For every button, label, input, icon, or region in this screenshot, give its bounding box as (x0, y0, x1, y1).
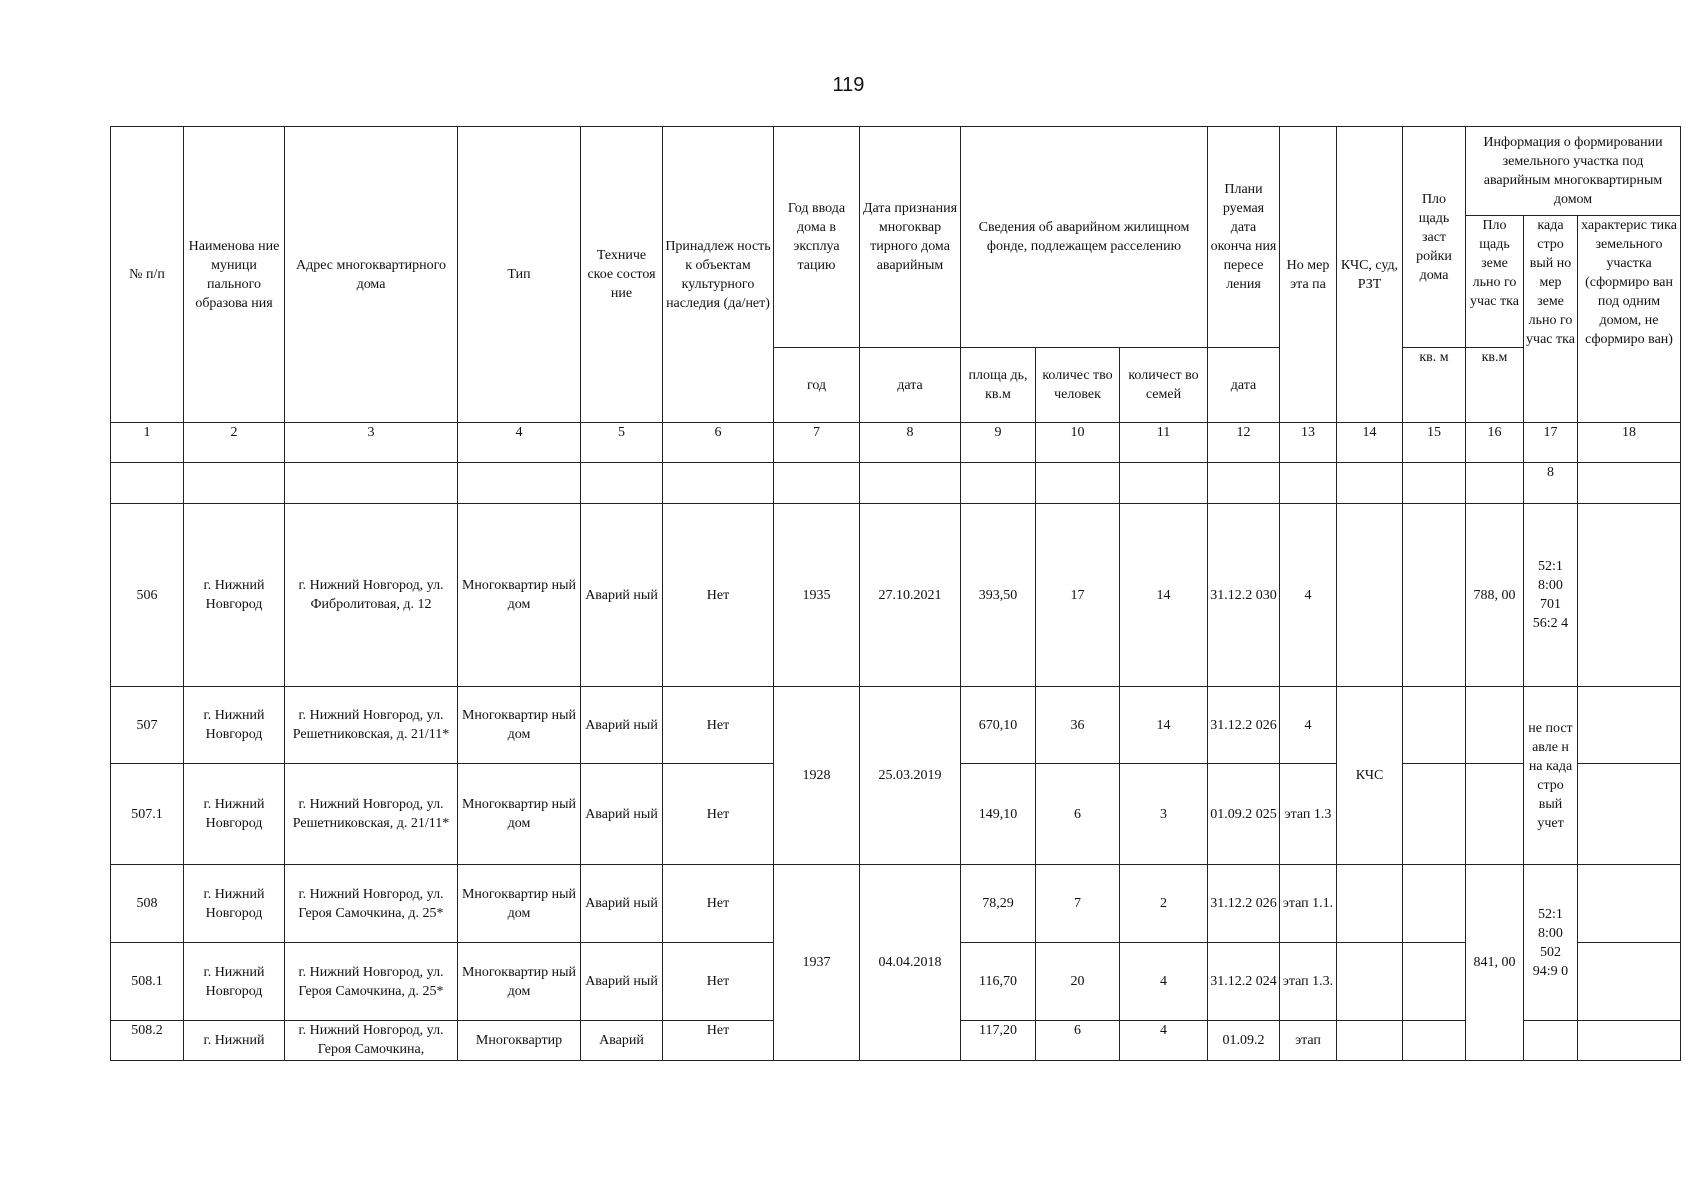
area-cell: 117,20 (961, 1021, 1036, 1061)
families-cell: 4 (1120, 1021, 1208, 1061)
date-cell: 04.04.2018 (860, 865, 961, 1061)
municipality-cell: г. Нижний Новгород (184, 865, 285, 943)
header-cell: кв. м (1403, 348, 1466, 423)
column-number: 3 (285, 423, 458, 463)
stage-cell: этап 1.3. (1280, 943, 1337, 1021)
header-cell: Сведения об аварийном жилищном фонде, подлежащем расселению (961, 127, 1208, 348)
people-cell: 36 (1036, 687, 1120, 764)
header-cell: № п/п (111, 127, 184, 423)
municipality-cell: г. Нижний (184, 1021, 285, 1061)
address-cell: г. Нижний Новгород, ул. Героя Самочкина, д. 25* (285, 865, 458, 943)
column-number: 17 (1524, 423, 1578, 463)
kchs-cell (1337, 943, 1403, 1021)
land-area-cell (1466, 687, 1524, 764)
kchs-cell (1337, 504, 1403, 687)
cadastral-cell (1524, 1021, 1578, 1061)
header-cell: дата (860, 348, 961, 423)
people-cell: 20 (1036, 943, 1120, 1021)
address-cell: г. Нижний Новгород, ул. Фибролитовая, д. 12 (285, 504, 458, 687)
land-char-cell (1578, 764, 1681, 865)
municipality-cell: г. Нижний Новгород (184, 687, 285, 764)
kchs-cell (1337, 1021, 1403, 1061)
condition-cell: Аварий ный (581, 687, 663, 764)
header-cell: Пло щадь земе льно го учас тка (1466, 216, 1524, 348)
column-number: 14 (1337, 423, 1403, 463)
header-cell: год (774, 348, 860, 423)
families-cell: 14 (1120, 504, 1208, 687)
carry-over-value: 8 (1524, 463, 1578, 504)
municipality-cell: г. Нижний Новгород (184, 504, 285, 687)
table-row (111, 865, 1681, 943)
header-cell: Но мер эта па (1280, 127, 1337, 423)
heritage-cell: Нет (663, 687, 774, 764)
build-area-cell (1403, 865, 1466, 943)
column-number: 12 (1208, 423, 1280, 463)
heritage-cell: Нет (663, 943, 774, 1021)
stage-cell: 4 (1280, 687, 1337, 764)
plan-date-cell: 31.12.2 030 (1208, 504, 1280, 687)
table-row (111, 687, 1681, 764)
row-number: 507.1 (111, 764, 184, 865)
header-cell: площа дь, кв.м (961, 348, 1036, 423)
area-cell: 116,70 (961, 943, 1036, 1021)
heritage-cell: Нет (663, 764, 774, 865)
type-cell: Многоквартир ный дом (458, 764, 581, 865)
page-number: 119 (832, 74, 865, 96)
type-cell: Многоквартир ный дом (458, 687, 581, 764)
column-numbers-row (111, 423, 1681, 463)
land-char-cell (1578, 504, 1681, 687)
land-char-cell (1578, 687, 1681, 764)
row-number: 507 (111, 687, 184, 764)
carry-over-row (111, 463, 1681, 504)
column-number: 7 (774, 423, 860, 463)
people-cell: 17 (1036, 504, 1120, 687)
cadastral-cell: 52:1 8:00 502 94:9 0 (1524, 865, 1578, 1021)
build-area-cell (1403, 764, 1466, 865)
header-cell: Принадлеж ность к объектам культурного наследия (да/нет) (663, 127, 774, 423)
land-char-cell (1578, 1021, 1681, 1061)
row-number: 508.2 (111, 1021, 184, 1061)
stage-cell: этап 1.1. (1280, 865, 1337, 943)
year-cell: 1928 (774, 687, 860, 865)
header-cell: количест во семей (1120, 348, 1208, 423)
address-cell: г. Нижний Новгород, ул. Решетниковская, д. 21/11* (285, 764, 458, 865)
people-cell: 6 (1036, 1021, 1120, 1061)
condition-cell: Аварий (581, 1021, 663, 1061)
families-cell: 2 (1120, 865, 1208, 943)
header-cell: количес тво человек (1036, 348, 1120, 423)
column-number: 10 (1036, 423, 1120, 463)
area-cell: 393,50 (961, 504, 1036, 687)
column-number: 15 (1403, 423, 1466, 463)
header-cell: Наименова ние муници пального образова ния (184, 127, 285, 423)
type-cell: Многоквартир ный дом (458, 504, 581, 687)
header-row-1 (111, 127, 1681, 216)
land-char-cell (1578, 943, 1681, 1021)
area-cell: 149,10 (961, 764, 1036, 865)
header-cell: Тип (458, 127, 581, 423)
build-area-cell (1403, 1021, 1466, 1061)
header-cell: Пло щадь заст ройки дома (1403, 127, 1466, 348)
families-cell: 14 (1120, 687, 1208, 764)
emergency-housing-table (110, 126, 1681, 1061)
column-number: 4 (458, 423, 581, 463)
plan-date-cell: 01.09.2 (1208, 1021, 1280, 1061)
families-cell: 4 (1120, 943, 1208, 1021)
heritage-cell: Нет (663, 1021, 774, 1061)
area-cell: 670,10 (961, 687, 1036, 764)
row-number: 508 (111, 865, 184, 943)
build-area-cell (1403, 943, 1466, 1021)
header-cell: кв.м (1466, 348, 1524, 423)
header-cell: Адрес многоквартирного дома (285, 127, 458, 423)
condition-cell: Аварий ный (581, 865, 663, 943)
header-cell: Плани руемая дата оконча ния пересе ления (1208, 127, 1280, 348)
table-row (111, 504, 1681, 687)
date-cell: 25.03.2019 (860, 687, 961, 865)
heritage-cell: Нет (663, 865, 774, 943)
plan-date-cell: 31.12.2 026 (1208, 687, 1280, 764)
type-cell: Многоквартир (458, 1021, 581, 1061)
plan-date-cell: 01.09.2 025 (1208, 764, 1280, 865)
column-number: 11 (1120, 423, 1208, 463)
area-cell: 78,29 (961, 865, 1036, 943)
year-cell: 1937 (774, 865, 860, 1061)
row-number: 508.1 (111, 943, 184, 1021)
header-cell: характерис тика земельного участка (сформиро ван под одним домом, не сформиро ван) (1578, 216, 1681, 423)
cadastral-cell: 52:1 8:00 701 56:2 4 (1524, 504, 1578, 687)
build-area-cell (1403, 504, 1466, 687)
column-number: 2 (184, 423, 285, 463)
column-number: 18 (1578, 423, 1681, 463)
header-cell: дата (1208, 348, 1280, 423)
header-cell: када стро вый но мер земе льно го учас тка (1524, 216, 1578, 423)
column-number: 6 (663, 423, 774, 463)
people-cell: 6 (1036, 764, 1120, 865)
column-number: 8 (860, 423, 961, 463)
header-cell: Дата признания многоквар тирного дома аварийным (860, 127, 961, 348)
row-number: 506 (111, 504, 184, 687)
heritage-cell: Нет (663, 504, 774, 687)
families-cell: 3 (1120, 764, 1208, 865)
plan-date-cell: 31.12.2 024 (1208, 943, 1280, 1021)
stage-cell: 4 (1280, 504, 1337, 687)
address-cell: г. Нижний Новгород, ул. Решетниковская, д. 21/11* (285, 687, 458, 764)
address-cell: г. Нижний Новгород, ул. Героя Самочкина, д. 25* (285, 943, 458, 1021)
condition-cell: Аварий ный (581, 504, 663, 687)
cadastral-cell: не пост авле н на када стро вый учет (1524, 687, 1578, 865)
column-number: 16 (1466, 423, 1524, 463)
header-cell: Информация о формировании земельного участка под аварийным многоквартирным домом (1466, 127, 1681, 216)
condition-cell: Аварий ный (581, 764, 663, 865)
stage-cell: этап (1280, 1021, 1337, 1061)
year-cell: 1935 (774, 504, 860, 687)
type-cell: Многоквартир ный дом (458, 943, 581, 1021)
type-cell: Многоквартир ный дом (458, 865, 581, 943)
stage-cell: этап 1.3 (1280, 764, 1337, 865)
column-number: 5 (581, 423, 663, 463)
land-area-cell: 788, 00 (1466, 504, 1524, 687)
build-area-cell (1403, 687, 1466, 764)
land-area-cell: 841, 00 (1466, 865, 1524, 1061)
people-cell: 7 (1036, 865, 1120, 943)
land-area-cell (1466, 764, 1524, 865)
municipality-cell: г. Нижний Новгород (184, 764, 285, 865)
header-cell: Год ввода дома в эксплуа тацию (774, 127, 860, 348)
address-cell: г. Нижний Новгород, ул. Героя Самочкина, (285, 1021, 458, 1061)
kchs-cell (1337, 865, 1403, 943)
plan-date-cell: 31.12.2 026 (1208, 865, 1280, 943)
header-cell: Техниче ское состоя ние (581, 127, 663, 423)
column-number: 13 (1280, 423, 1337, 463)
condition-cell: Аварий ный (581, 943, 663, 1021)
column-number: 1 (111, 423, 184, 463)
date-cell: 27.10.2021 (860, 504, 961, 687)
header-cell: КЧС, суд, РЗТ (1337, 127, 1403, 423)
municipality-cell: г. Нижний Новгород (184, 943, 285, 1021)
land-char-cell (1578, 865, 1681, 943)
column-number: 9 (961, 423, 1036, 463)
kchs-cell: КЧС (1337, 687, 1403, 865)
